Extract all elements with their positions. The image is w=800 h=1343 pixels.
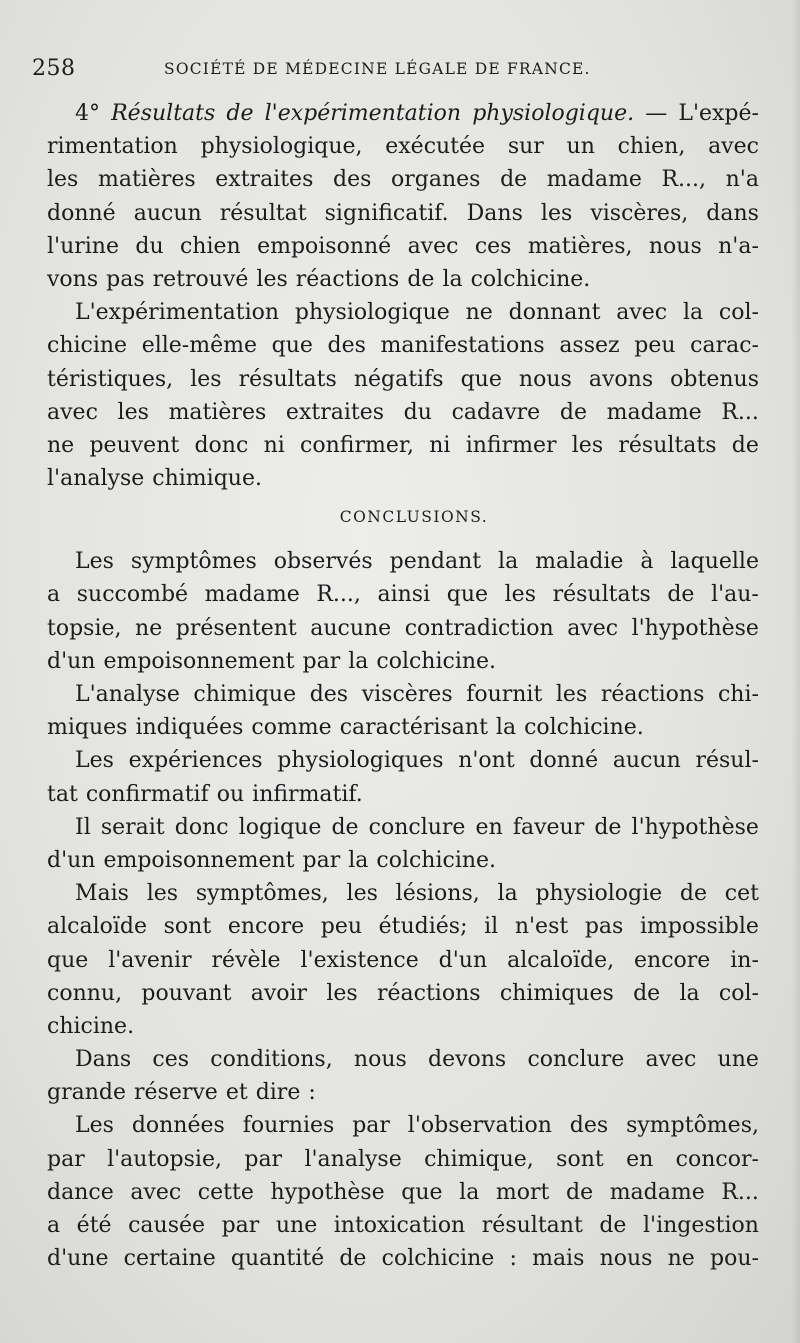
text-line: connu, pouvant avoir les réactions chimiques de la col- [47, 980, 759, 1006]
text-line: d'un empoisonnement par la colchicine. [47, 648, 497, 674]
text-line: dance avec cette hypothèse que la mort de madame R... [47, 1179, 759, 1205]
text-line: Les données fournies par l'observation des symptômes, [75, 1113, 759, 1139]
text-line: l'urine du chien empoisonné avec ces matières, nous n'a- [47, 233, 759, 259]
text-line: chicine. [47, 1013, 135, 1039]
text-line: d'une certaine quantité de colchicine : mais nous ne pou- [47, 1246, 759, 1272]
text-line: Les symptômes observés pendant la maladie à laquelle [75, 549, 759, 575]
body-text [47, 97, 759, 1275]
text-line: topsie, ne présentent aucune contradiction avec l'hypothèse [47, 615, 759, 641]
text-line: Il serait donc logique de conclure en faveur de l'hypothèse [75, 814, 759, 840]
text-line: Mais les symptômes, les lésions, la physiologie de cet [75, 881, 759, 907]
text-line: que l'avenir révèle l'existence d'un alcaloïde, encore in- [47, 947, 759, 973]
page-number: 258 [32, 56, 76, 81]
text-line: ne peuvent donc ni confirmer, ni infirmer les résultats de [47, 432, 759, 458]
text-line: grande réserve et dire : [47, 1080, 316, 1106]
text-line: tat confirmatif ou infirmatif. [47, 781, 363, 807]
text-line: L'analyse chimique des viscères fournit les réactions chi- [75, 682, 759, 707]
section-heading: CONCLUSIONS. [339, 508, 489, 527]
text-line: avec les matières extraites du cadavre de madame R... [47, 399, 759, 425]
running-head: SOCIÉTÉ DE MÉDECINE LÉGALE DE FRANCE. [164, 60, 591, 78]
text-line: Les expériences physiologiques n'ont donné aucun résul- [75, 748, 759, 774]
text-line: miques indiquées comme caractérisant la colchicine. [47, 715, 644, 741]
text-line: chicine elle-même que des manifestations assez peu carac- [47, 333, 759, 359]
text-line: a été causée par une intoxication résultant de l'ingestion [47, 1213, 759, 1238]
text-line: L'expérimentation physiologique ne donnant avec la col- [75, 300, 759, 326]
page-header [30, 56, 750, 86]
text-line: les matières extraites des organes de madame R..., n'a [47, 167, 759, 193]
text-line: vons pas retrouvé les réactions de la colchicine. [47, 266, 591, 292]
text-line: rimentation physiologique, exécutée sur un chien, avec [47, 134, 759, 160]
text-line: a succombé madame R..., ainsi que les résultats de l'au- [47, 582, 759, 608]
text-line: 4° Résultats de l'expérimentation physiologique. — L'expé- [75, 101, 759, 126]
text-line: donné aucun résultat significatif. Dans les viscères, dans [47, 200, 759, 226]
text-line: par l'autopsie, par l'analyse chimique, sont en concor- [47, 1146, 759, 1172]
text-line: Dans ces conditions, nous devons conclure avec une [75, 1047, 759, 1073]
text-line: d'un empoisonnement par la colchicine. [47, 847, 497, 873]
text-line: l'analyse chimique. [47, 466, 262, 492]
text-line: téristiques, les résultats négatifs que nous avons obtenus [47, 366, 759, 392]
text-line: alcaloïde sont encore peu étudiés; il n'est pas impossible [47, 914, 759, 940]
scan-edge-shadow [792, 0, 800, 1343]
